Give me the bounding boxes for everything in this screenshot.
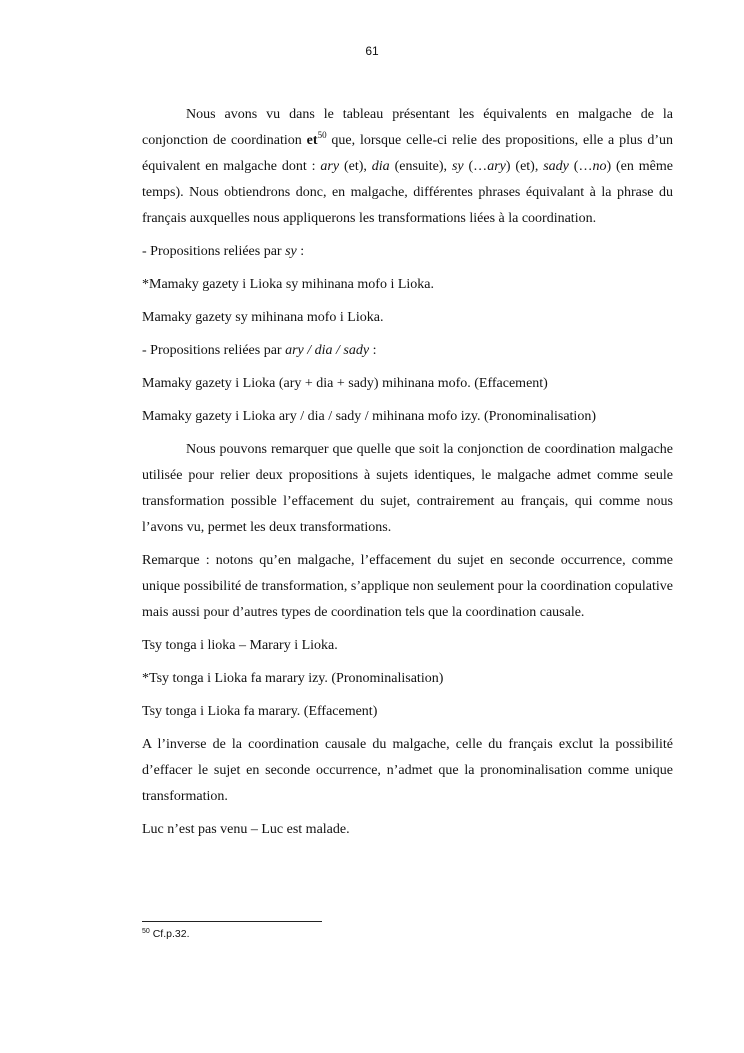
- footnote-ref[interactable]: 50: [317, 130, 327, 140]
- term-et: et: [306, 133, 318, 148]
- paragraph-observation: Nous pouvons remarquer que quelle que soit la conjonction de coordination malgache utilisée pour relier deux propositions à sujets identiques, le malgache admet comme seule transformation possible l’effacement du sujet, contrairement au français, qui comme nous l’avons vu, permet les deux transformations.: [142, 442, 673, 535]
- footnote-number: 50: [142, 928, 150, 935]
- example-line: Mamaky gazety i Lioka (ary + dia + sady) mihinana mofo. (Effacement): [142, 376, 548, 391]
- example-line: Mamaky gazety sy mihinana mofo i Lioka.: [142, 310, 384, 325]
- example-line: *Tsy tonga i Lioka fa marary izy. (Pronominalisation): [142, 671, 444, 686]
- footnote-text: Cf.p.32.: [152, 928, 190, 940]
- footnote: [142, 928, 190, 940]
- example-line: Tsy tonga i Lioka fa marary. (Effacement): [142, 704, 378, 719]
- page-number: 61: [365, 44, 379, 58]
- heading-sy: - Propositions reliées par sy :: [142, 244, 305, 259]
- paragraph-contrast: A l’inverse de la coordination causale du malgache, celle du français exclut la possibilité d’effacer le sujet en seconde occurrence, n’admet que la pronominalisation comme unique transformation.: [142, 737, 673, 804]
- example-line: Luc n’est pas venu – Luc est malade.: [142, 822, 350, 837]
- paragraph-remark: Remarque : notons qu’en malgache, l’effacement du sujet en seconde occurrence, comme unique possibilité de transformation, s’applique non seulement pour la coordination copulative mais aussi pour d’autres types de coordination tels que la coordination causale.: [142, 553, 673, 620]
- page-body: [142, 102, 673, 850]
- example-line: *Mamaky gazety i Lioka sy mihinana mofo i Lioka.: [142, 277, 434, 292]
- paragraph-intro: Nous avons vu dans le tableau présentant les équivalents en malgache de la conjonction de coordination $et^{50}$ que, lorsque celle-ci relie des propositions, elle a plus d’un équivalent en malgache dont : ary (et), dia (ensuite), sy (…ary) (et), sady (…no) (en même temps). Nous obtiendrons donc, en malgache, différentes phrases équivalant à la phrase du français auxquelles nous appliquerons les transformations liées à la coordination.: [142, 107, 673, 226]
- example-line: Mamaky gazety i Lioka ary / dia / sady / mihinana mofo izy. (Pronominalisation): [142, 409, 596, 424]
- footnote-divider: [142, 921, 322, 922]
- heading-ary-dia-sady: - Propositions reliées par ary / dia / sady :: [142, 343, 377, 358]
- example-line: Tsy tonga i lioka – Marary i Lioka.: [142, 638, 338, 653]
